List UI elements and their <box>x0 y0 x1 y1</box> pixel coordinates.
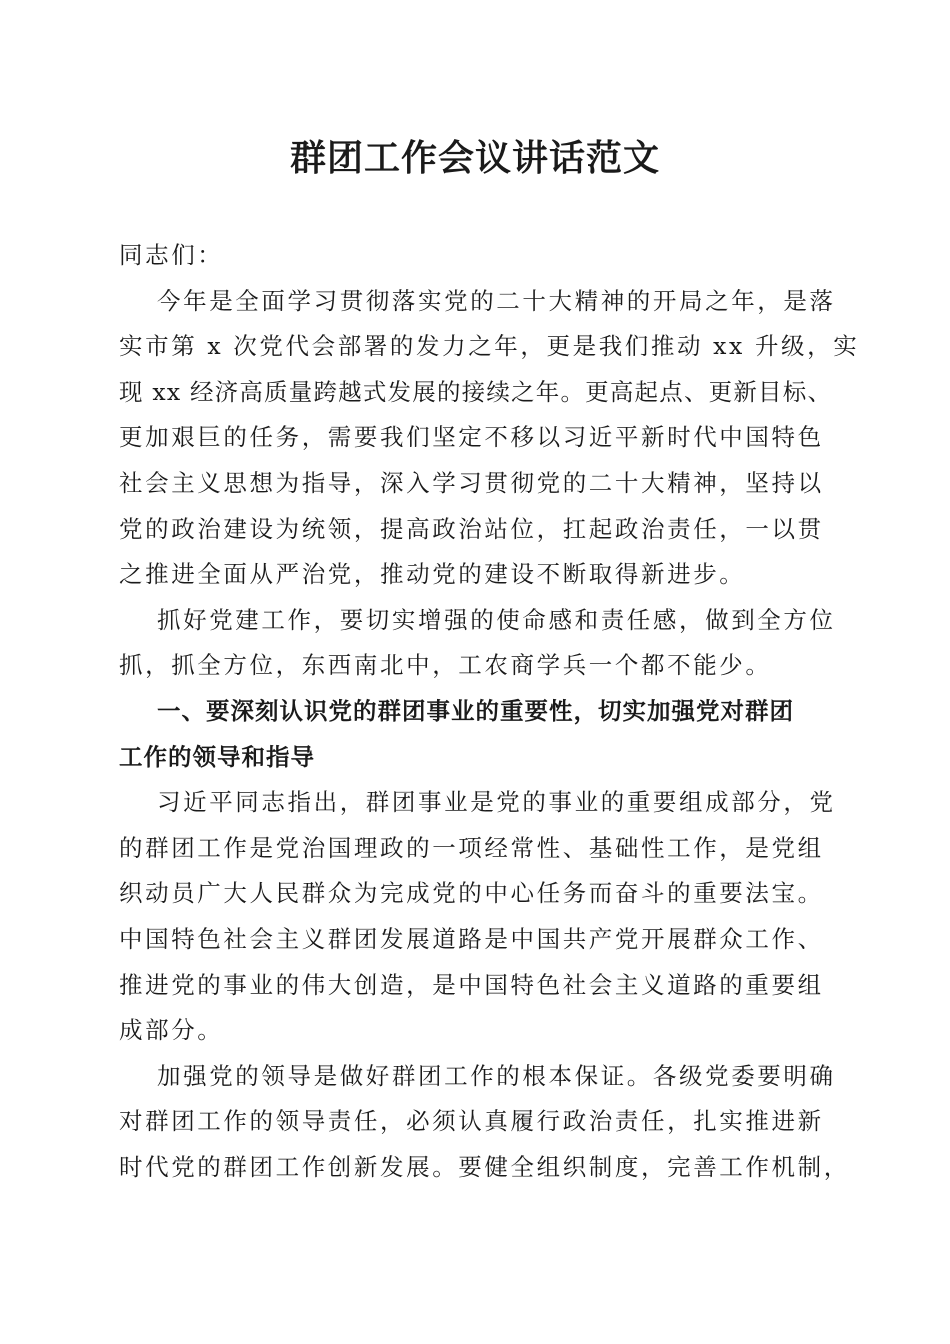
paragraph-1-line: 之推进全面从严治党，推动党的建设不断取得新进步。 <box>119 560 746 589</box>
paragraph-4-line: 对群团工作的领导责任，必须认真履行政治责任，扎实推进新 <box>119 1107 824 1136</box>
paragraph-2-line: 抓，抓全方位，东西南北中，工农商学兵一个都不能少。 <box>119 651 772 680</box>
paragraph-1-line: 实市第 x 次党代会部署的发力之年，更是我们推动 xx 升级，实 <box>119 332 860 361</box>
paragraph-3-line: 中国特色社会主义群团发展道路是中国共产党开展群众工作、 <box>119 924 824 953</box>
paragraph-3-line: 推进党的事业的伟大创造，是中国特色社会主义道路的重要组 <box>119 970 824 999</box>
paragraph-2-line: 抓好党建工作，要切实增强的使命感和责任感，做到全方位 <box>157 605 836 634</box>
paragraph-1-line: 社会主义思想为指导，深入学习贯彻党的二十大精神，坚持以 <box>119 468 824 497</box>
paragraph-1-line: 更加艰巨的任务，需要我们坚定不移以习近平新时代中国特色 <box>119 423 824 452</box>
paragraph-3-line: 织动员广大人民群众为完成党的中心任务而奋斗的重要法宝。 <box>119 879 824 908</box>
paragraph-3-line: 成部分。 <box>119 1016 224 1045</box>
paragraph-4-line: 时代党的群团工作创新发展。要健全组织制度，完善工作机制， <box>119 1152 850 1181</box>
document-title: 群团工作会议讲话范文 <box>289 137 660 179</box>
section-heading-1: 工作的领导和指导 <box>119 742 315 771</box>
paragraph-1-line: 现 xx 经济高质量跨越式发展的接续之年。更高起点、更新目标、 <box>119 377 833 406</box>
paragraph-1-line: 党的政治建设为统领，提高政治站位，扛起政治责任，一以贯 <box>119 514 824 543</box>
paragraph-4-line: 加强党的领导是做好群团工作的根本保证。各级党委要明确 <box>157 1061 836 1090</box>
paragraph-3-line: 习近平同志指出，群团事业是党的事业的重要组成部分，党 <box>157 788 836 817</box>
paragraph-1-line: 今年是全面学习贯彻落实党的二十大精神的开局之年，是落 <box>157 286 836 315</box>
section-heading-1: 一、要深刻认识党的群团事业的重要性，切实加强党对群团 <box>157 696 794 725</box>
document-body <box>119 233 860 1190</box>
salutation: 同志们： <box>119 241 224 269</box>
paragraph-3-line: 的群团工作是党治国理政的一项经常性、基础性工作，是党组 <box>119 833 824 862</box>
